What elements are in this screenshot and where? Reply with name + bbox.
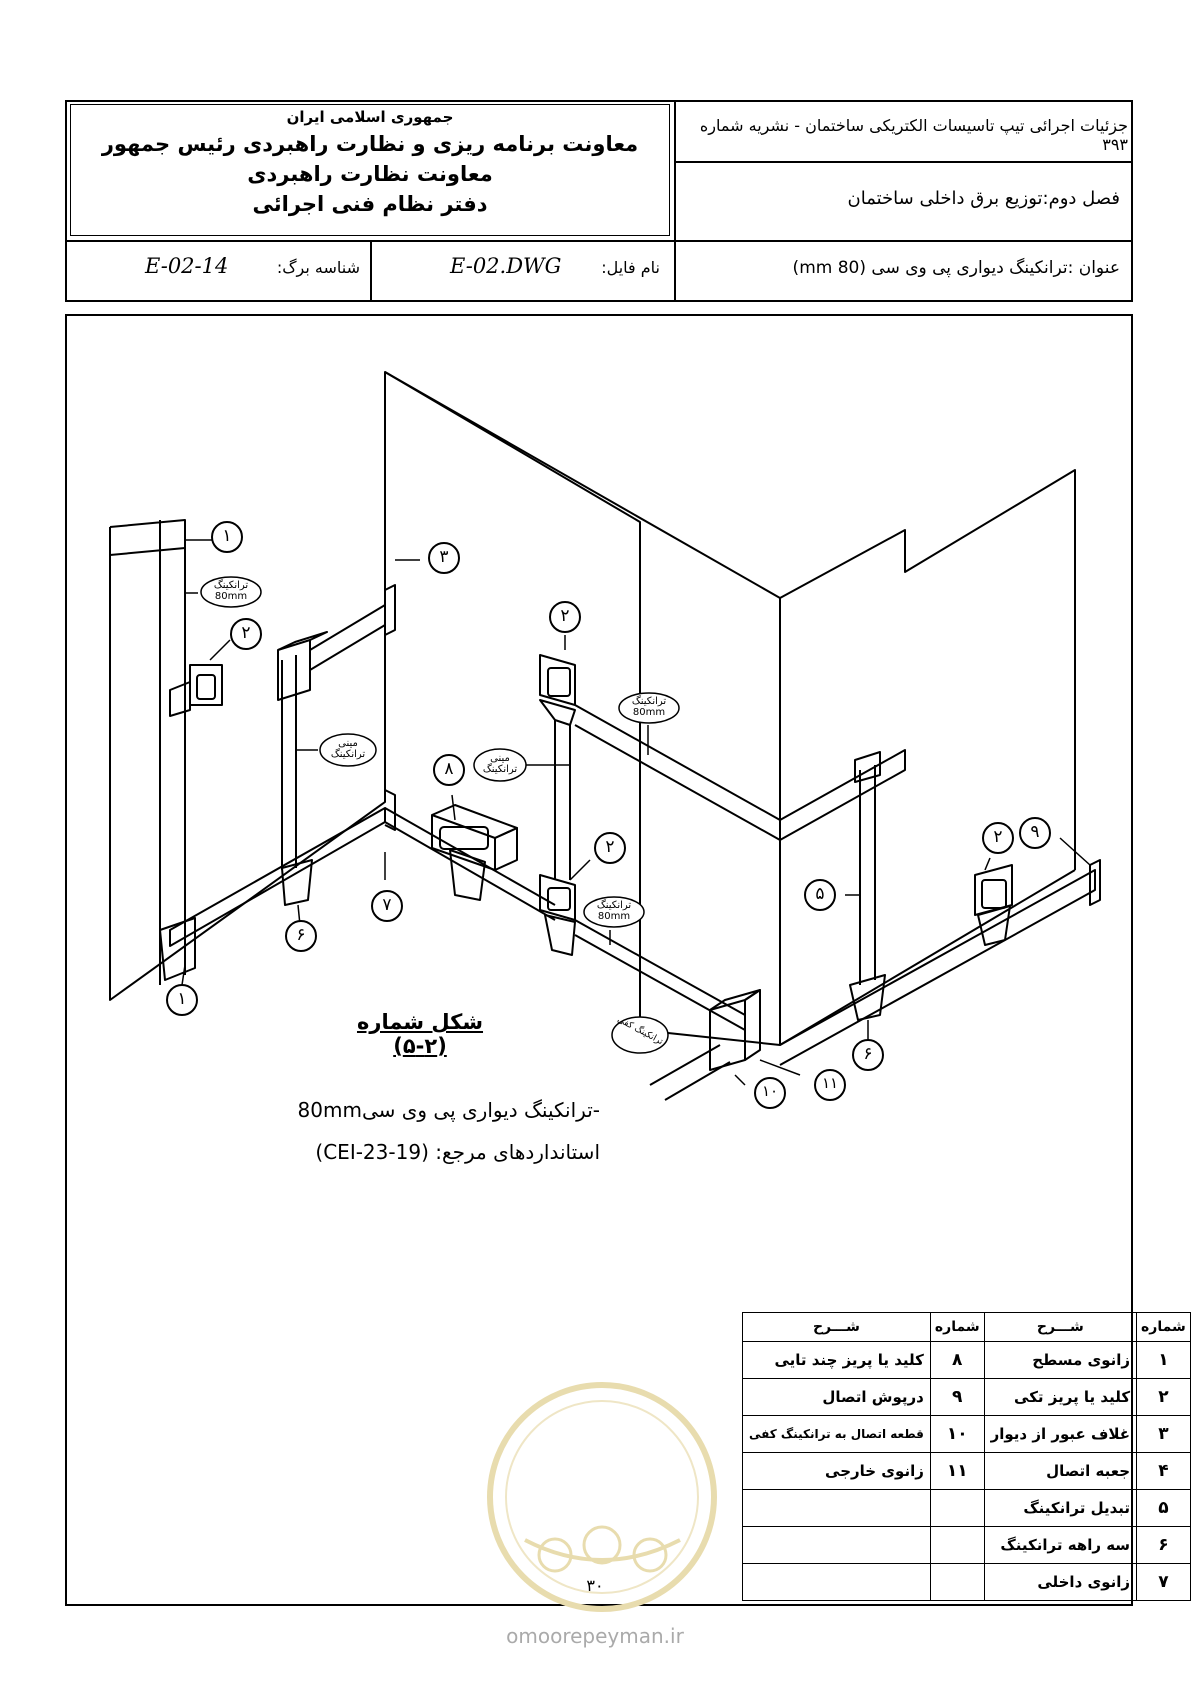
callout-6-right: ۶ [863, 1044, 873, 1064]
legend-desc: تبدیل ترانکینگ [984, 1490, 1136, 1527]
sheet-id-value: E-02-14 [145, 254, 229, 278]
label-trunking-floor-back-size: 80mm [597, 911, 631, 922]
legend-desc: غلاف عبور از دیوار [984, 1416, 1136, 1453]
legend-desc: سه راهه ترانکینگ [984, 1527, 1136, 1564]
org-line3: معاونت نظارت راهبردی [247, 162, 493, 186]
callout-3: ۳ [439, 547, 449, 567]
legend-num: ۵ [1137, 1490, 1191, 1527]
chapter-title: فصل دوم:توزیع برق داخلی ساختمان [847, 188, 1120, 209]
callout-2-right: ۲ [993, 827, 1003, 847]
label-trunking-floor-back [584, 900, 644, 922]
legend-desc [743, 1527, 931, 1564]
label-mini-left [320, 738, 376, 760]
legend-num [930, 1564, 984, 1601]
mini-trunking-vertical-left [282, 655, 296, 870]
label-mini-left-trunking: ترانکینگ [330, 749, 366, 760]
org-line1: جمهوری اسلامی ایران [286, 108, 454, 126]
legend-desc [743, 1564, 931, 1601]
file-value: E-02.DWG [450, 254, 562, 278]
callout-1-bottom: ۱ [177, 989, 187, 1009]
legend-num: ۹ [930, 1379, 984, 1416]
legend-row [743, 1416, 1191, 1453]
label-trunking-back-text: ترانکینگ [631, 696, 667, 707]
legend-desc: زانوی مسطح [984, 1342, 1136, 1379]
legend-num: ۲ [1137, 1379, 1191, 1416]
label-mini-center-text: مینی [490, 753, 510, 764]
wall-notch [780, 470, 1075, 870]
label-mini-center [474, 753, 526, 775]
legend-desc [743, 1490, 931, 1527]
legend-header-row [743, 1313, 1191, 1342]
callout-5: ۵ [815, 884, 825, 904]
floor-trunking-back [385, 808, 555, 920]
callout-2-left: ۲ [241, 623, 251, 643]
legend-num: ۸ [930, 1342, 984, 1379]
file-label: نام فایل: [601, 258, 660, 277]
label-trunking-1 [201, 580, 261, 602]
callout-10: ۱۰ [761, 1082, 779, 1100]
legend-num: ۳ [1137, 1416, 1191, 1453]
sheet-title: عنوان :ترانکینگ دیواری پی وی سی (80 mm) [792, 258, 1120, 278]
callout-2-center-top: ۲ [560, 606, 570, 626]
legend-desc: درپوش اتصال [743, 1379, 931, 1416]
label-trunking-back-size: 80mm [632, 707, 666, 718]
legend-num: ۶ [1137, 1527, 1191, 1564]
legend-num: ۴ [1137, 1453, 1191, 1490]
legend-header-desc-left: شـــرح [743, 1313, 931, 1342]
callout-6-left: ۶ [296, 925, 306, 945]
label-trunking-1-text: ترانکینگ [213, 580, 249, 591]
site-watermark: omoorepeyman.ir [506, 1624, 684, 1648]
column-left [110, 520, 185, 985]
label-trunking-back [619, 696, 679, 718]
legend-row [743, 1527, 1191, 1564]
label-floor-trunking: ترانکینگ کفی [615, 1014, 665, 1048]
legend-num: ۱۰ [930, 1416, 984, 1453]
legend-desc: جعبه اتصال [984, 1453, 1136, 1490]
callout-7: ۷ [382, 895, 392, 915]
label-trunking-floor-back-text: ترانکینگ [596, 900, 632, 911]
label-trunking-1-size: 80mm [214, 591, 248, 602]
callout-2-center-bottom: ۲ [605, 837, 615, 857]
callout-8: ۸ [444, 759, 454, 779]
figure-standards: استانداردهای مرجع: (CEI-23-19) [315, 1140, 600, 1164]
label-mini-left-text: مینی [338, 738, 358, 749]
org-line4: دفتر نظام فنی اجرائی [252, 192, 488, 216]
legend-row [743, 1379, 1191, 1416]
legend-row [743, 1490, 1191, 1527]
callout-1-top: ۱ [222, 526, 232, 546]
figure-description: -ترانکینگ دیواری پی وی سی80mm [297, 1098, 600, 1122]
sheet-id-label: شناسه برگ: [276, 258, 360, 277]
org-line2: معاونت برنامه ریزی و نظارت راهبردی رئیس جمهور [101, 132, 639, 156]
legend-desc: زانوی داخلی [984, 1564, 1136, 1601]
legend-num [930, 1527, 984, 1564]
legend-row [743, 1342, 1191, 1379]
page-number: ۳۰ [586, 1576, 604, 1595]
legend-table [742, 1312, 1191, 1601]
legend-num [930, 1490, 984, 1527]
legend-header-desc-right: شـــرح [984, 1313, 1136, 1342]
callout-11: ۱۱ [821, 1074, 839, 1092]
callout-9: ۹ [1030, 822, 1040, 842]
legend-desc: کلید یا پریز چند تایی [743, 1342, 931, 1379]
legend-header-num-left: شماره [930, 1313, 984, 1342]
legend-row [743, 1453, 1191, 1490]
legend-desc: زانوی خارجی [743, 1453, 931, 1490]
label-mini-center-trunking: ترانکینگ [482, 764, 518, 775]
figure-caption: شکل شماره (۲-۵) [356, 1010, 484, 1058]
trunking-80mm-back [575, 705, 780, 840]
legend-header-num-right: شماره [1137, 1313, 1191, 1342]
legend-desc: کلید یا پریز تکی [984, 1379, 1136, 1416]
legend-desc: قطعه اتصال به ترانکینگ کفی [743, 1416, 931, 1453]
legend-num: ۱۱ [930, 1453, 984, 1490]
publication-title: جزئیات اجرائی تیپ تاسیسات الکتریکی ساختمان - نشریه شماره ۳۹۳ [699, 116, 1128, 154]
legend-row [743, 1564, 1191, 1601]
floor-trunking-left [170, 808, 385, 946]
legend-num: ۷ [1137, 1564, 1191, 1601]
legend-num: ۱ [1137, 1342, 1191, 1379]
mini-trunking-vertical-center [555, 720, 570, 880]
